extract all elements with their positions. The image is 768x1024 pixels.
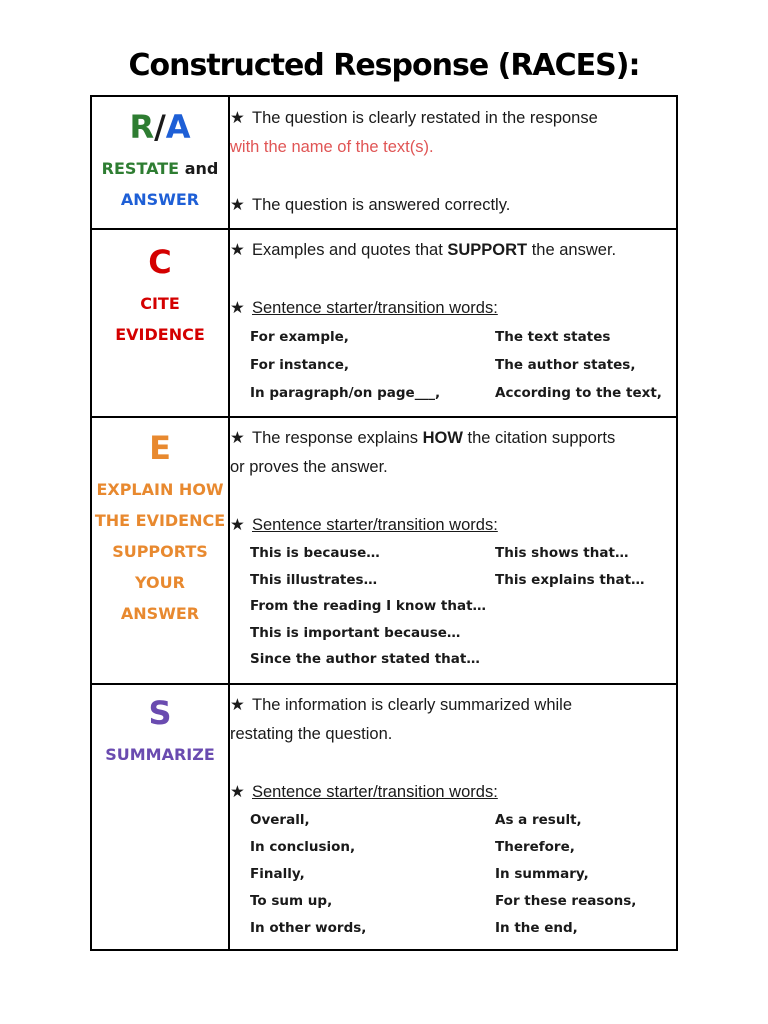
label-explain-2: THE EVIDENCE <box>94 511 226 530</box>
starter-row <box>250 379 676 407</box>
e-bullet-1-post: the citation supports <box>462 429 616 447</box>
star-icon: ★ <box>230 696 245 714</box>
row-restate-answer <box>91 96 677 229</box>
s-bullet-1-text: The information is clearly summarized while <box>252 696 573 714</box>
e-bullet-1-line2: or proves the answer. <box>230 458 388 476</box>
s-bullet-1-line2: restating the question. <box>230 725 393 743</box>
starter-word: This illustrates… <box>250 571 378 588</box>
label-evidence: EVIDENCE <box>115 325 205 344</box>
starter-word: In conclusion, <box>250 839 356 855</box>
starter-word: Overall, <box>250 812 310 828</box>
ra-bullet-1 <box>230 104 676 133</box>
page-title: Constructed Response (RACES): <box>128 48 640 83</box>
s-starters <box>230 807 676 942</box>
star-icon: ★ <box>230 429 245 447</box>
starter-row <box>250 351 676 379</box>
star-icon: ★ <box>230 241 245 259</box>
starter-word: In paragraph/on page___, <box>250 385 441 401</box>
c-starters <box>230 323 676 407</box>
starter-word: For these reasons, <box>495 893 637 909</box>
letter-e: E <box>149 429 171 467</box>
starter-row <box>250 646 676 673</box>
letter-c: C <box>148 243 172 281</box>
races-table <box>90 95 678 951</box>
starter-word: The text states <box>495 329 611 345</box>
starter-word: From the reading I know that… <box>250 598 487 615</box>
e-label-cell <box>91 417 229 684</box>
starter-word: To sum up, <box>250 893 333 909</box>
starter-row <box>250 915 676 942</box>
letter-r: R <box>129 108 155 146</box>
e-bullet-1 <box>230 424 676 453</box>
starter-word: This is because… <box>250 545 380 561</box>
s-label-cell <box>91 684 229 950</box>
e-bullet-2-text: Sentence starter/transition words: <box>252 516 498 534</box>
starter-word: This explains that… <box>495 571 645 588</box>
c-label-cell <box>91 229 229 417</box>
ra-label-cell <box>91 96 229 229</box>
starter-word: As a result, <box>495 812 582 828</box>
c-bullet-1-bold: SUPPORT <box>447 241 528 259</box>
s-bullet-1 <box>230 691 676 720</box>
s-content-cell <box>229 684 677 950</box>
label-explain-1: EXPLAIN HOW <box>96 480 224 499</box>
label-answer: ANSWER <box>120 190 200 209</box>
starter-word: Finally, <box>250 866 305 882</box>
label-explain-4: YOUR <box>135 573 185 592</box>
star-icon: ★ <box>230 109 245 127</box>
ra-content-cell <box>229 96 677 229</box>
starter-row <box>250 807 676 834</box>
c-bullet-1-pre: Examples and quotes that <box>252 241 448 259</box>
starter-row <box>250 861 676 888</box>
s-bullet-2 <box>230 778 676 807</box>
label-cite: CITE <box>140 294 180 313</box>
letter-s: S <box>148 694 172 732</box>
star-icon: ★ <box>230 516 245 534</box>
starter-word: The author states, <box>495 357 636 373</box>
starter-word: Since the author stated that… <box>250 651 480 668</box>
starter-word: In other words, <box>250 920 367 936</box>
star-icon: ★ <box>230 783 245 801</box>
starter-word: In the end, <box>495 920 578 936</box>
row-explain <box>91 417 677 684</box>
label-restate: RESTATE <box>101 159 180 178</box>
label-summarize: SUMMARIZE <box>105 745 215 764</box>
c-bullet-1 <box>230 236 676 265</box>
row-cite <box>91 229 677 417</box>
starter-row <box>250 323 676 351</box>
c-content-cell <box>229 229 677 417</box>
starter-word: According to the text, <box>495 385 662 401</box>
label-and: and <box>184 159 219 178</box>
label-explain-3: SUPPORTS <box>112 542 208 561</box>
e-starters <box>230 540 676 673</box>
starter-row <box>250 540 676 567</box>
starter-row <box>250 834 676 861</box>
c-bullet-2 <box>230 294 676 323</box>
ra-bullet-2-text: The question is answered correctly. <box>252 196 511 214</box>
starter-word: For instance, <box>250 357 350 373</box>
starter-word: Therefore, <box>495 839 575 855</box>
starter-word: In summary, <box>495 866 589 882</box>
e-bullet-1-bold: HOW <box>422 429 463 447</box>
star-icon: ★ <box>230 196 245 214</box>
star-icon: ★ <box>230 299 245 317</box>
s-bullet-2-text: Sentence starter/transition words: <box>252 783 498 801</box>
e-content-cell <box>229 417 677 684</box>
c-bullet-2-text: Sentence starter/transition words: <box>252 299 498 317</box>
label-explain-5: ANSWER <box>120 604 200 623</box>
ra-bullet-1-text: The question is clearly restated in the response <box>252 109 598 127</box>
starter-word: This is important because… <box>250 624 461 641</box>
letter-slash: / <box>154 108 166 146</box>
letter-a: A <box>165 108 191 146</box>
ra-bullet-2 <box>230 191 676 220</box>
ra-letters <box>92 107 228 147</box>
row-summarize <box>91 684 677 950</box>
starter-row <box>250 593 676 620</box>
c-bullet-1-post: the answer. <box>527 241 617 259</box>
e-bullet-1-pre: The response explains <box>252 429 423 447</box>
ra-label-line1 <box>92 153 228 184</box>
starter-word: This shows that… <box>495 545 629 561</box>
starter-row <box>250 567 676 594</box>
starter-word: For example, <box>250 329 349 345</box>
ra-bullet-1-text-red: with the name of the text(s). <box>230 138 434 156</box>
starter-row <box>250 620 676 647</box>
starter-row <box>250 888 676 915</box>
e-bullet-2 <box>230 511 676 540</box>
